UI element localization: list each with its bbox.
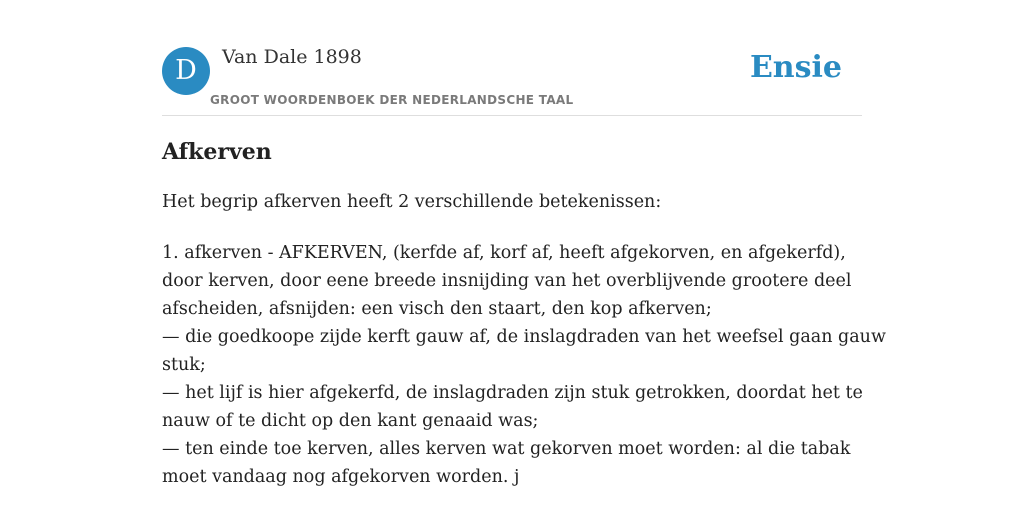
source-subtitle: GROOT WOORDENBOEK DER NEDERLANDSCHE TAAL bbox=[210, 93, 574, 107]
definition-line: — die goedkoope zijde kerft gauw af, de inslagdraden van het weefsel gaan gauw bbox=[162, 327, 886, 347]
entry-intro: Het begrip afkerven heeft 2 verschillende betekenissen: bbox=[162, 192, 662, 212]
source-logo[interactable]: D bbox=[162, 47, 210, 95]
ensie-logo[interactable]: Ensie bbox=[749, 50, 842, 85]
source-title[interactable]: Van Dale 1898 bbox=[222, 46, 362, 68]
definition-line: — ten einde toe kerven, alles kerven wat gekorven moet worden: al die tabak bbox=[162, 439, 851, 459]
header bbox=[162, 0, 862, 116]
page bbox=[162, 0, 886, 512]
definition-line: moet vandaag nog afgekorven worden. j bbox=[162, 467, 520, 487]
definition-line: nauw of te dicht op den kant genaaid was; bbox=[162, 411, 539, 431]
definition-text bbox=[162, 239, 886, 491]
definition-line: 1. afkerven - AFKERVEN, (kerfde af, korf af, heeft afgekorven, en afgekerfd), bbox=[162, 243, 846, 263]
entry-title: Afkerven bbox=[162, 139, 272, 165]
definition-line: door kerven, door eene breede insnijding van het overblijvende grootere deel bbox=[162, 271, 852, 291]
definition-line: afscheiden, afsnijden: een visch den staart, den kop afkerven; bbox=[162, 299, 712, 319]
definition-line: — het lijf is hier afgekerfd, de inslagdraden zijn stuk getrokken, doordat het te bbox=[162, 383, 863, 403]
definition-line: stuk; bbox=[162, 355, 206, 375]
